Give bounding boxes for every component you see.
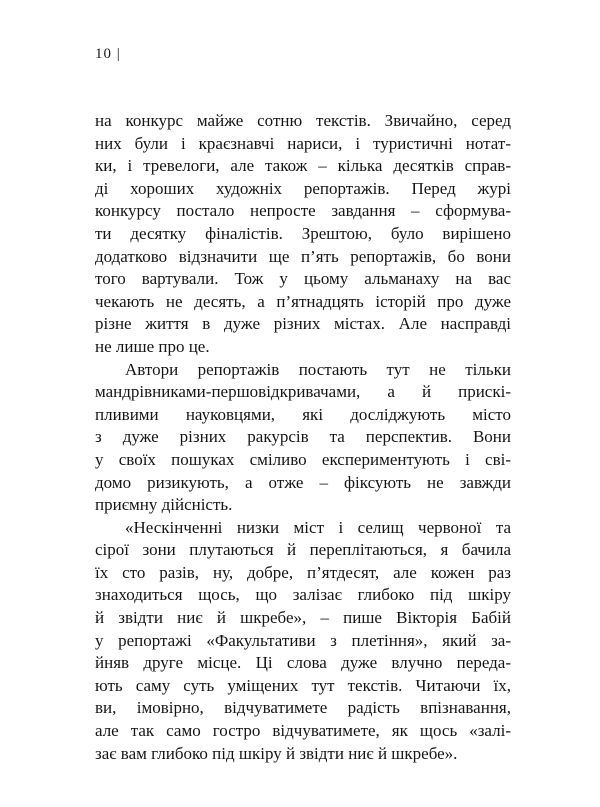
text-line: йняв друге місце. Ці слова дуже влучно переда- xyxy=(95,653,511,673)
text-line: пливими науковцями, які досліджують місто xyxy=(95,404,511,424)
text-line: чекають не десять, а п’ятнадцять історій про дуже xyxy=(95,291,511,311)
text-line: ді хороших художніх репортажів. Перед журі xyxy=(95,178,511,198)
text-line: у репортажі «Факультативи з плетіння», який за- xyxy=(95,630,511,650)
paragraph xyxy=(95,517,511,766)
text-line: з дуже різних ракурсів та перспектив. Вони xyxy=(95,427,511,447)
text-line: домо ризикують, а отже – фіксують не завжди xyxy=(95,472,511,492)
paragraph xyxy=(95,110,511,359)
text-line: зає вам глибоко під шкіру й звідти ниє й шкребе». xyxy=(95,743,458,763)
text-line: ти десятку фіналістів. Зрештою, було вирішено xyxy=(95,223,511,243)
text-line: різне життя в дуже різних містах. Але насправді xyxy=(95,314,511,334)
text-line: «Нескінченні низки міст і селищ червоної та xyxy=(125,517,511,537)
text-line: них були і краєзнавчі нариси, і туристичні нотат- xyxy=(95,133,511,153)
text-line: конкурсу постало непросте завдання – сформува- xyxy=(95,201,511,221)
text-line: й звідти ниє й шкребе», – пише Вікторія Бабій xyxy=(95,608,511,628)
page-number: 10 | xyxy=(95,46,121,62)
text-line: додатково відзначити ще п’ять репортажів, бо вони xyxy=(95,246,511,266)
text-line: мандрівниками-першовідкривачами, а й прискі- xyxy=(95,382,511,402)
text-line: але так само гостро відчуватимете, як щось «залі- xyxy=(95,721,511,741)
text-line: на конкурс майже сотню текстів. Звичайно, серед xyxy=(95,111,511,130)
text-line: того вартували. Тож у цьому альманаху на вас xyxy=(95,269,511,289)
text-line: Автори репортажів постають тут не тільки xyxy=(125,359,511,379)
text-line: сірої зони плутаються й переплітаються, я бачила xyxy=(95,540,511,560)
text-line: у своїх пошуках сміливо експериментують і сві- xyxy=(95,449,511,469)
text-line: їх сто разів, ну, добре, п’ятдесят, але кожен раз xyxy=(95,562,511,582)
text-line: приємну дійсність. xyxy=(95,495,233,515)
paragraph xyxy=(95,359,511,517)
body-text xyxy=(95,110,511,765)
text-line: знаходиться щось, що залізає глибоко під шкіру xyxy=(95,585,511,605)
text-line: ви, імовірно, відчуватимете радість впізнавання, xyxy=(95,698,511,718)
text-line: не лише про це. xyxy=(95,336,210,356)
text-line: ки, і тревелоги, але також – кілька десятків справ- xyxy=(95,156,511,176)
text-line: ють саму суть уміщених тут текстів. Читаючи їх, xyxy=(95,675,511,695)
